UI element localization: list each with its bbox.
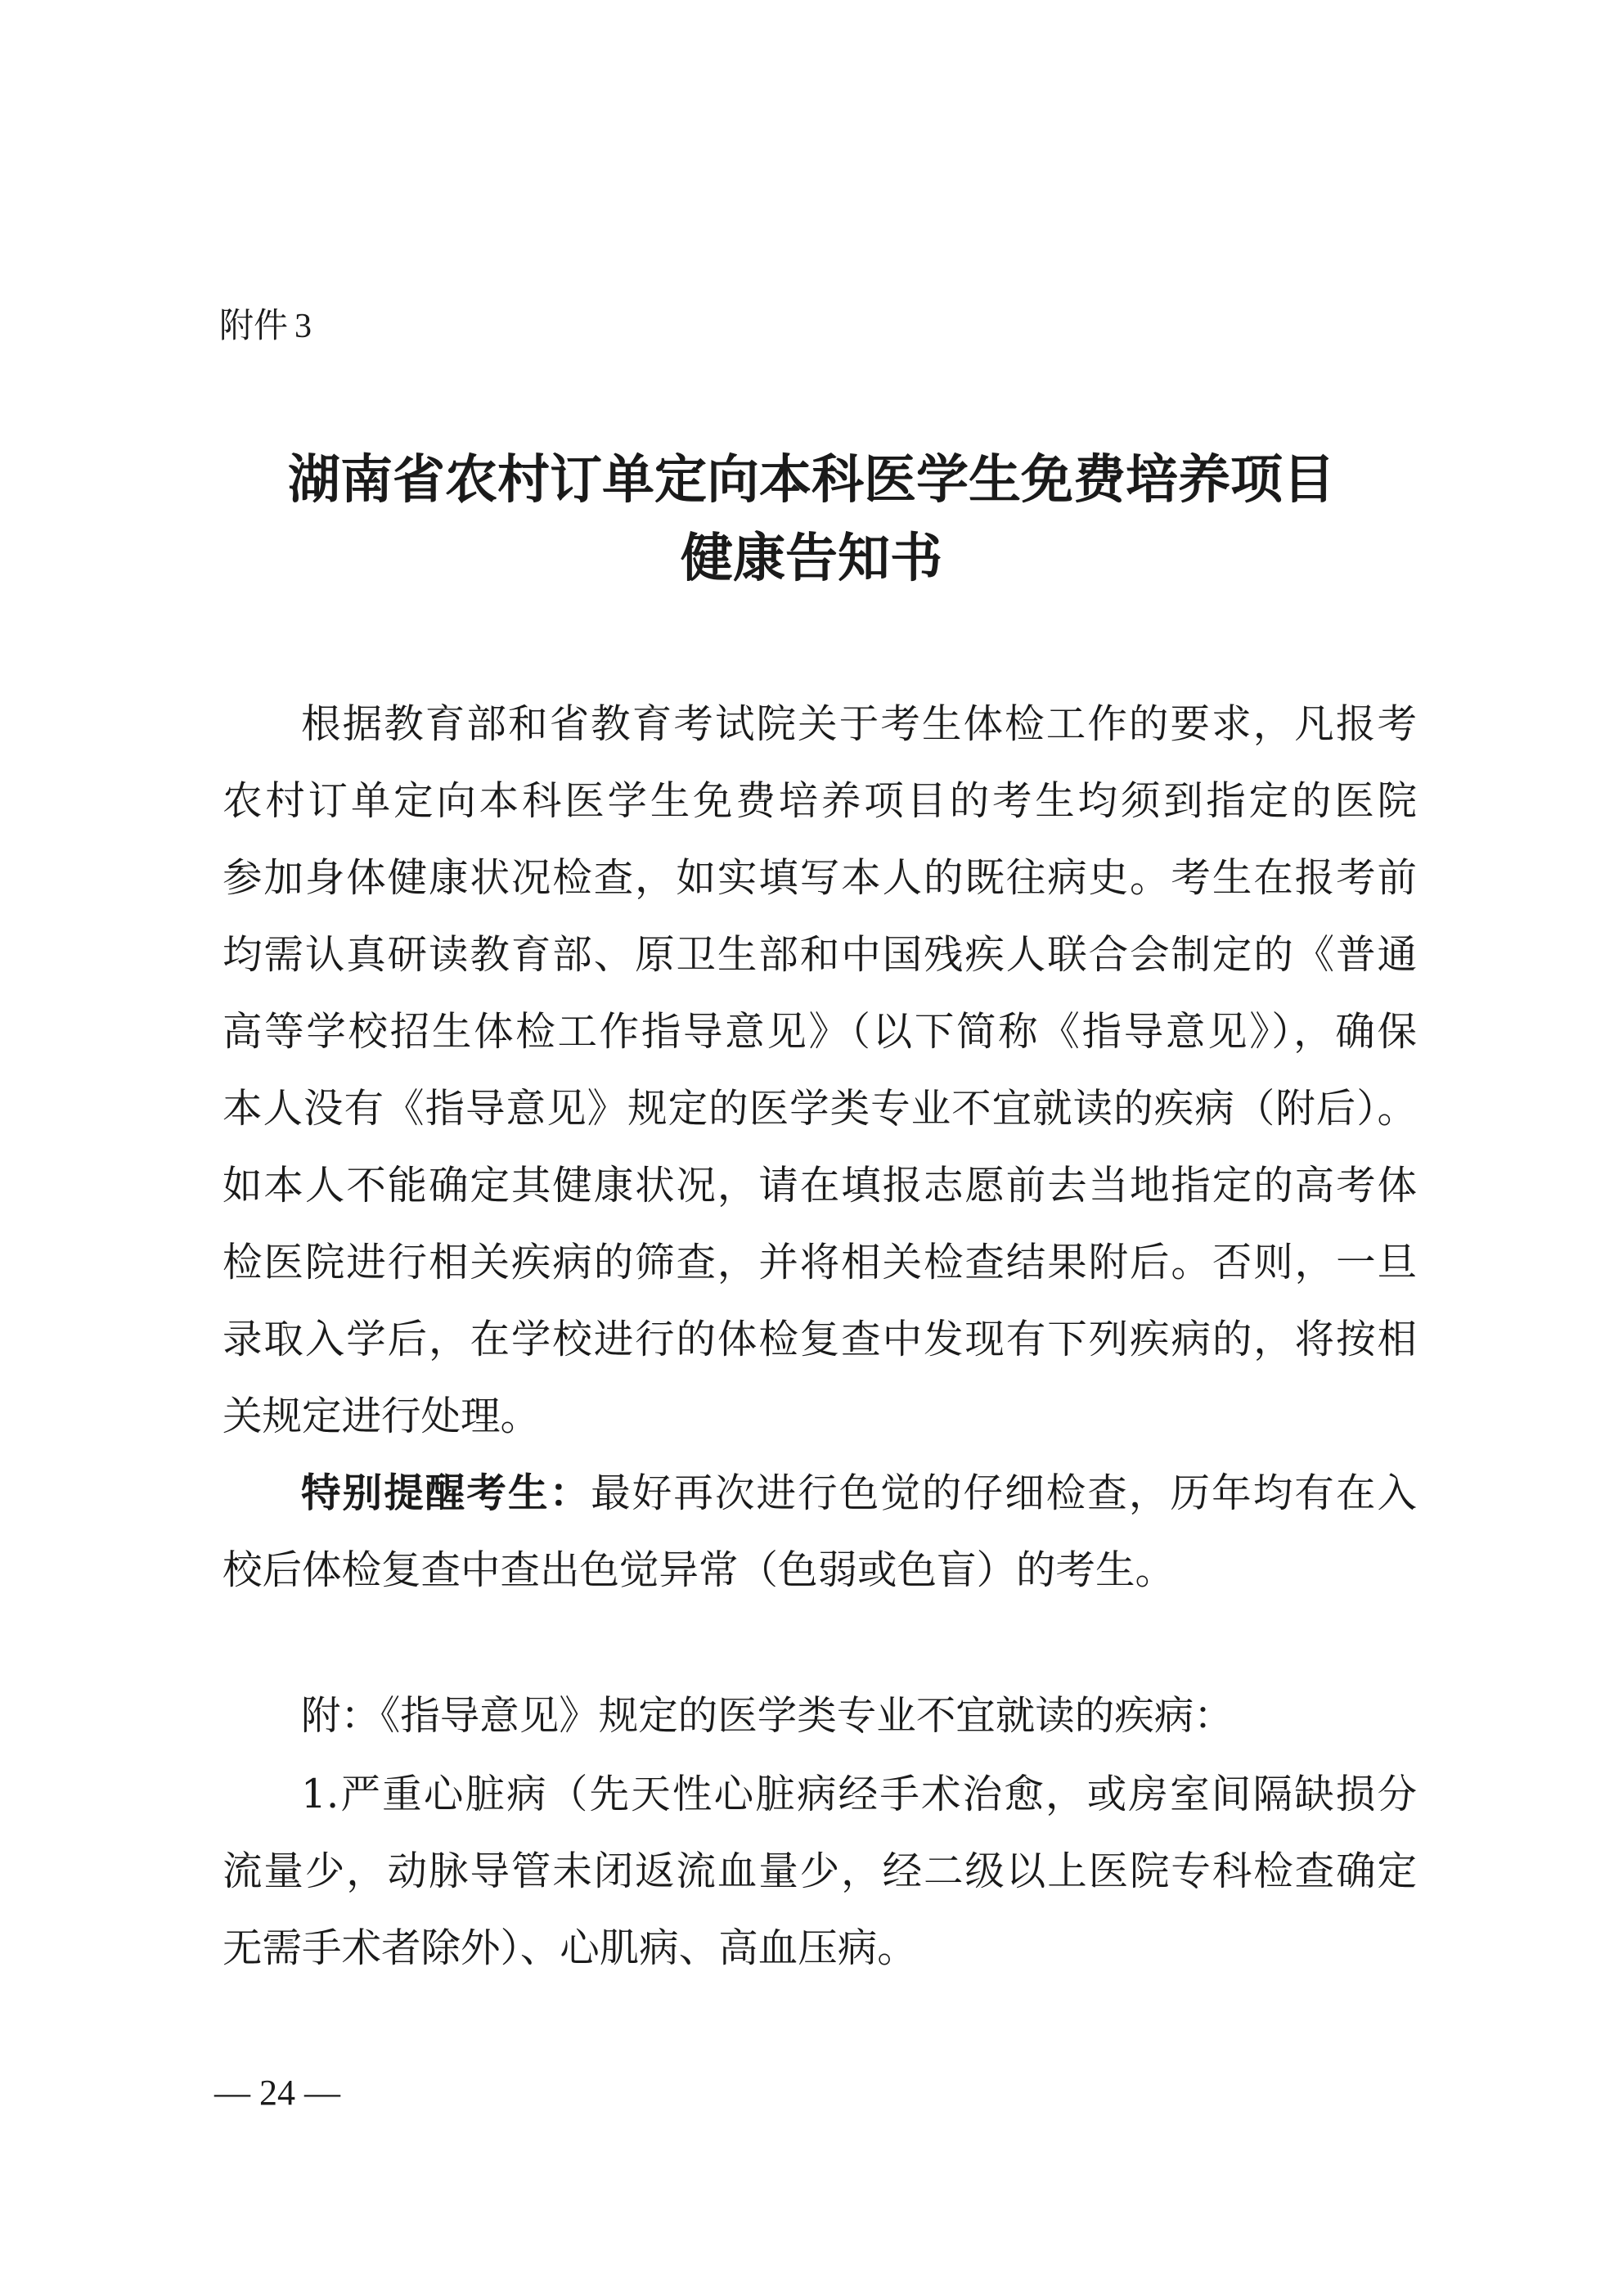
notice-paragraph-line: 关规定进行处理。 — [223, 1393, 541, 1439]
reminder-line-2: 校后体检复查中查出色觉异常（色弱或色盲）的考生。 — [223, 1547, 1176, 1593]
notice-paragraph-line: 如本人不能确定其健康状况，请在填报志愿前去当地指定的高考体 — [223, 1163, 1417, 1209]
notice-paragraph-line: 农村订单定向本科医学生免费培养项目的考生均须到指定的医院 — [223, 778, 1417, 824]
reminder-text: 最好再次进行色觉的仔细检查，历年均有在入 — [591, 1470, 1417, 1516]
appendix-item-line: 无需手术者除外）、心肌病、高血压病。 — [223, 1925, 917, 1971]
notice-paragraph-line: 检医院进行相关疾病的筛查，并将相关检查结果附后。否则，一旦 — [223, 1240, 1417, 1285]
document-title-line-2: 健康告知书 — [681, 528, 942, 589]
notice-paragraph-line: 录取入学后，在学校进行的体检复查中发现有下列疾病的，将按相 — [223, 1317, 1417, 1362]
notice-paragraph-line: 根据教育部和省教育考试院关于考生体检工作的要求，凡报考 — [301, 701, 1417, 747]
document-title-line-1: 湖南省农村订单定向本科医学生免费培养项目 — [288, 449, 1335, 511]
attachment-number: 3 — [294, 308, 312, 345]
appendix-heading: 附：《指导意见》规定的医学类专业不宜就读的疾病： — [301, 1693, 1234, 1739]
attachment-text: 附件 — [219, 305, 289, 345]
appendix-item-line: 流量少，动脉导管未闭返流血量少，经二级以上医院专科检查确定 — [223, 1848, 1417, 1894]
appendix-item-line: 1.严重心脏病（先天性心脏病经手术治愈，或房室间隔缺损分 — [301, 1772, 1417, 1817]
notice-paragraph-line: 均需认真研读教育部、原卫生部和中国残疾人联合会制定的《普通 — [223, 932, 1417, 978]
page-number: — 24 — — [214, 2073, 340, 2113]
attachment-label — [219, 301, 312, 351]
notice-paragraph-line: 参加身体健康状况检查，如实填写本人的既往病史。考生在报考前 — [223, 855, 1417, 901]
reminder-label: 特别提醒考生： — [301, 1470, 591, 1516]
reminder-line-1 — [301, 1465, 1417, 1522]
notice-paragraph-line: 高等学校招生体检工作指导意见》（以下简称《指导意见》），确保 — [223, 1009, 1417, 1055]
notice-paragraph-line: 本人没有《指导意见》规定的医学类专业不宜就读的疾病（附后）。 — [223, 1086, 1417, 1132]
